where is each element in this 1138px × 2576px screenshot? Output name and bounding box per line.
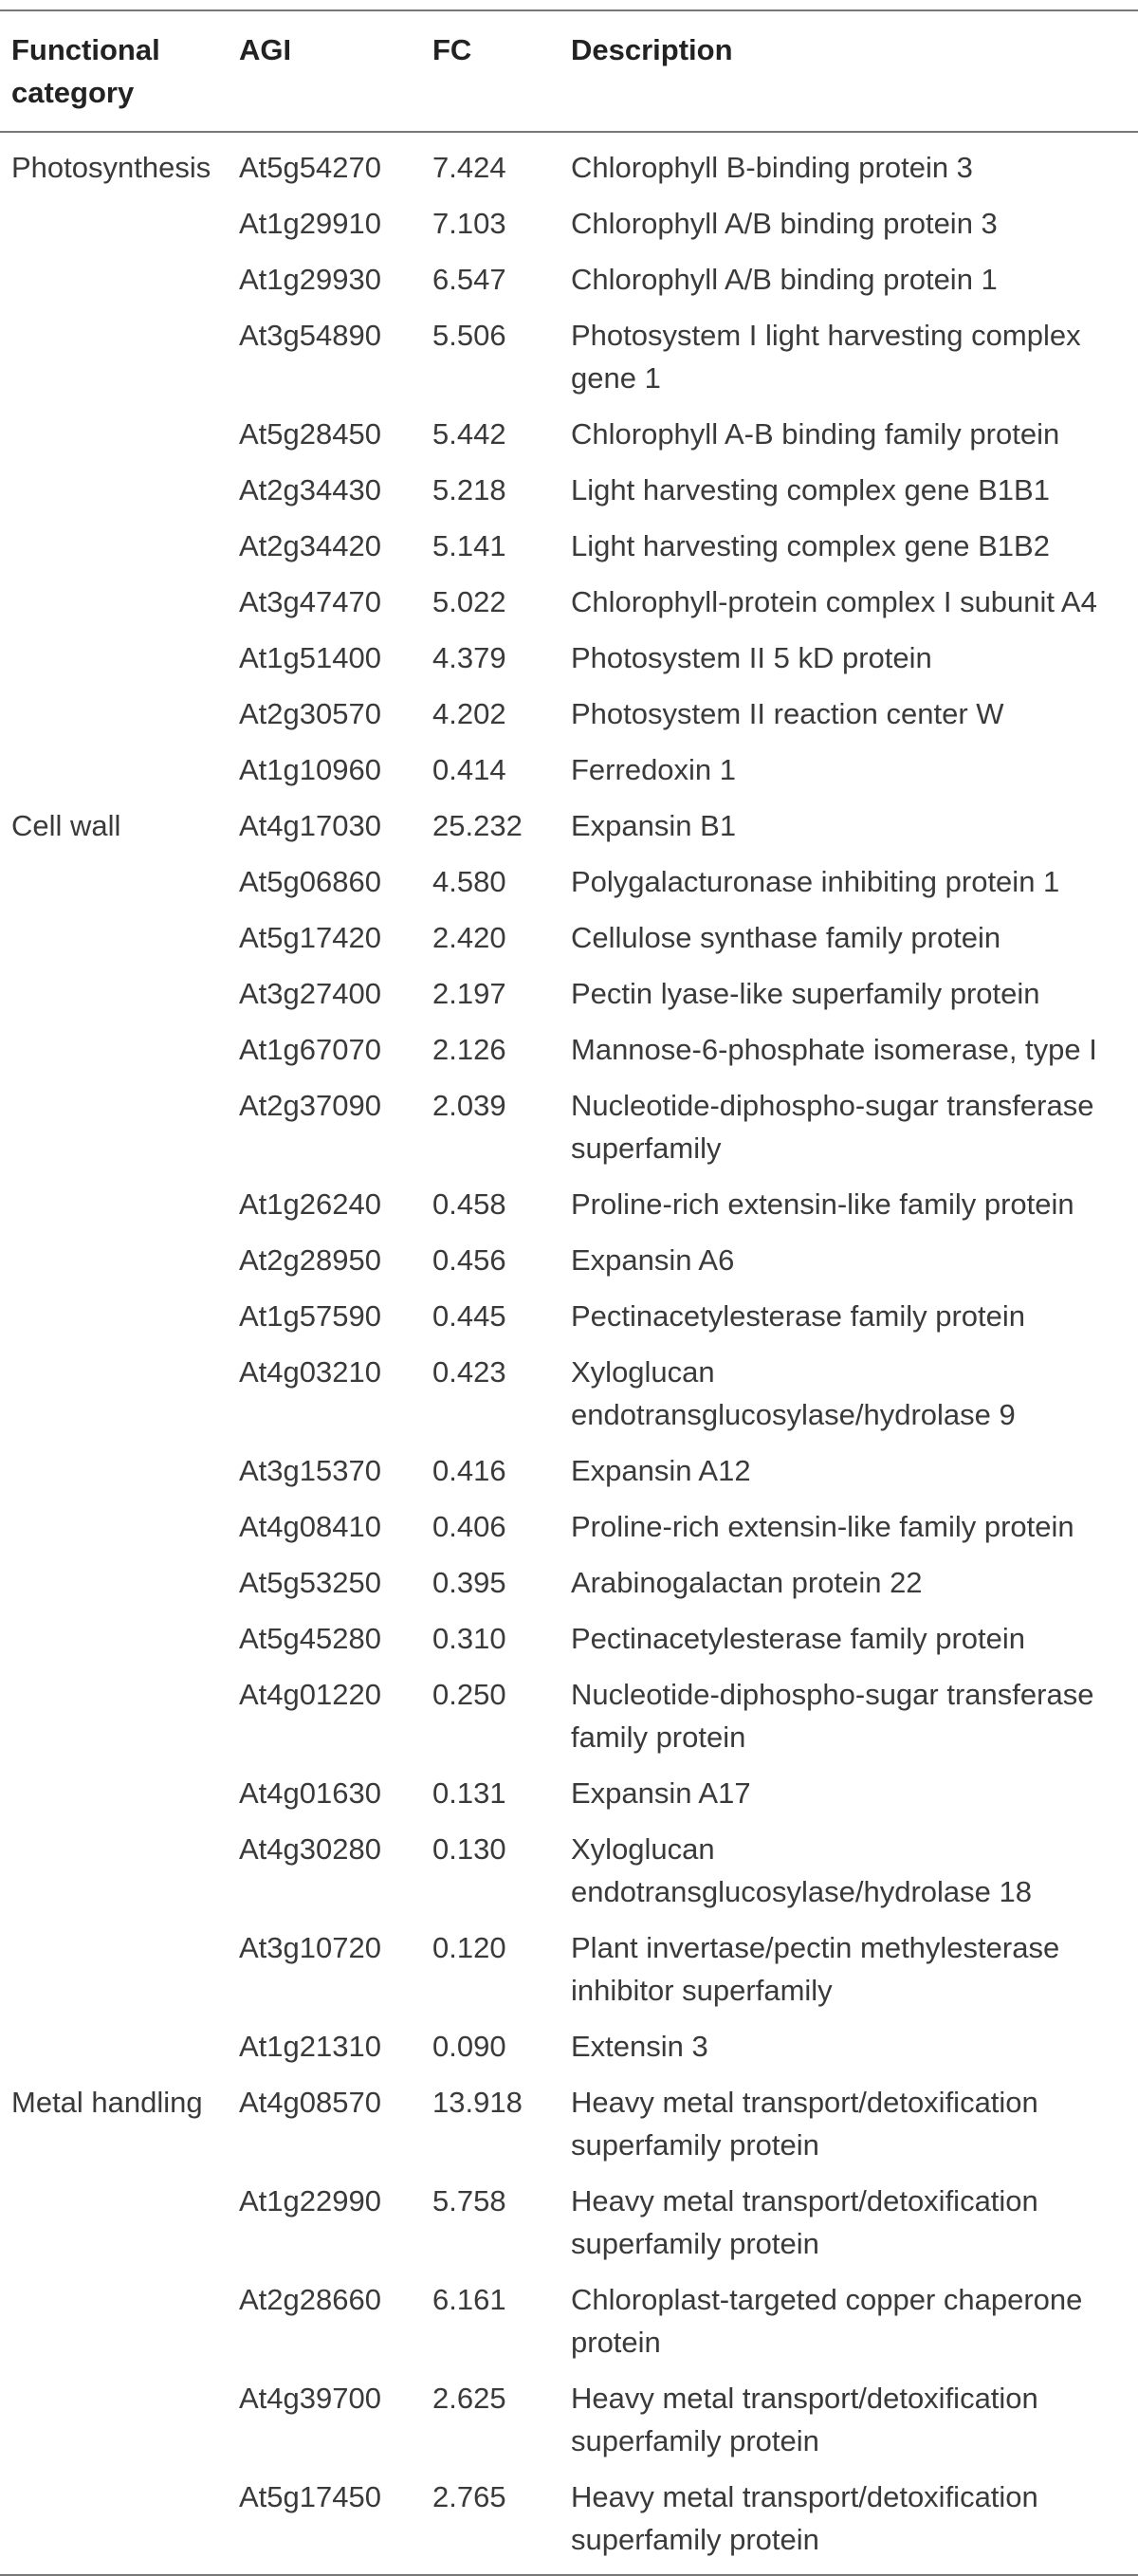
agi-cell: At5g06860 <box>239 865 381 898</box>
table-row <box>0 1823 1138 1922</box>
category-cell <box>0 2273 228 2372</box>
category-cell <box>0 1444 228 1500</box>
agi-cell: At5g54270 <box>239 151 381 184</box>
table-row <box>0 1668 1138 1767</box>
agi-cell: At1g22990 <box>239 2184 381 2217</box>
fc-cell: 4.379 <box>432 641 506 674</box>
agi-cell: At3g47470 <box>239 585 381 618</box>
fc-cell: 25.232 <box>432 809 523 842</box>
header-fc: FC <box>421 10 560 132</box>
category-cell <box>0 197 228 253</box>
table-row <box>0 688 1138 744</box>
description-cell: Proline-rich extensin-like family protein <box>571 1510 1074 1543</box>
category-cell <box>0 2175 228 2273</box>
description-cell: Nucleotide-diphospho-sugar transferase superfamily <box>571 1089 1094 1165</box>
agi-cell: At1g29910 <box>239 207 381 240</box>
description-cell: Nucleotide-diphospho-sugar transferase family protein <box>571 1678 1094 1754</box>
table-row <box>0 2020 1138 2076</box>
description-cell: Xyloglucan endotransglucosylase/hydrolase 18 <box>571 1832 1032 1908</box>
agi-cell: At2g34430 <box>239 473 381 506</box>
agi-cell: At5g45280 <box>239 1622 381 1655</box>
agi-cell: At2g30570 <box>239 697 381 730</box>
fc-cell: 2.039 <box>432 1089 506 1122</box>
category-cell <box>0 1023 228 1079</box>
table-row <box>0 2372 1138 2471</box>
fc-cell: 7.103 <box>432 207 506 240</box>
description-cell: Chlorophyll A/B binding protein 1 <box>571 263 998 296</box>
description-cell: Chlorophyll B-binding protein 3 <box>571 151 973 184</box>
category-cell <box>0 253 228 309</box>
agi-cell: At4g39700 <box>239 2382 381 2415</box>
agi-cell: At4g08410 <box>239 1510 381 1543</box>
description-cell: Chlorophyll A/B binding protein 3 <box>571 207 998 240</box>
table-row <box>0 1178 1138 1234</box>
table-row <box>0 408 1138 464</box>
category-cell <box>0 1079 228 1178</box>
fc-cell: 0.445 <box>432 1299 506 1333</box>
description-cell: Polygalacturonase inhibiting protein 1 <box>571 865 1060 898</box>
fc-cell: 5.218 <box>432 473 506 506</box>
fc-cell: 4.580 <box>432 865 506 898</box>
agi-cell: At3g27400 <box>239 977 381 1010</box>
category-cell <box>0 576 228 632</box>
table-row <box>0 856 1138 911</box>
fc-cell: 0.395 <box>432 1566 506 1599</box>
description-cell: Expansin A12 <box>571 1454 751 1487</box>
table-row <box>0 132 1138 197</box>
description-cell: Xyloglucan endotransglucosylase/hydrolase 9 <box>571 1355 1016 1431</box>
fc-cell: 7.424 <box>432 151 506 184</box>
description-cell: Chloroplast-targeted copper chaperone protein <box>571 2283 1083 2359</box>
agi-cell: At5g17420 <box>239 921 381 954</box>
agi-cell: At1g51400 <box>239 641 381 674</box>
fc-cell: 0.090 <box>432 2030 506 2063</box>
fc-cell: 2.126 <box>432 1033 506 1066</box>
category-cell: Metal handling <box>11 2086 203 2119</box>
category-cell <box>0 1556 228 1612</box>
fc-cell: 0.423 <box>432 1355 506 1389</box>
agi-cell: At1g29930 <box>239 263 381 296</box>
description-cell: Pectinacetylesterase family protein <box>571 1299 1026 1333</box>
agi-cell: At3g15370 <box>239 1454 381 1487</box>
category-cell <box>0 1178 228 1234</box>
agi-cell: At1g57590 <box>239 1299 381 1333</box>
fc-cell: 0.131 <box>432 1776 506 1810</box>
description-cell: Expansin B1 <box>571 809 737 842</box>
fc-cell: 2.765 <box>421 2471 560 2575</box>
header-row <box>0 10 1138 132</box>
fc-cell: 5.758 <box>432 2184 506 2217</box>
fc-cell: 2.197 <box>432 977 506 1010</box>
fc-cell: 0.310 <box>432 1622 506 1655</box>
agi-cell: At1g21310 <box>239 2030 381 2063</box>
fc-cell: 0.456 <box>432 1243 506 1277</box>
table-row <box>0 1023 1138 1079</box>
table-row <box>0 632 1138 688</box>
category-cell <box>0 520 228 576</box>
description-cell: Expansin A6 <box>571 1243 735 1277</box>
table-row <box>0 1290 1138 1346</box>
agi-cell: At4g01220 <box>239 1678 381 1711</box>
header-functional-category: Functional category <box>0 10 228 132</box>
description-cell: Proline-rich extensin-like family protein <box>571 1187 1074 1221</box>
table-row <box>0 967 1138 1023</box>
table-row <box>0 197 1138 253</box>
description-cell: Chlorophyll A-B binding family protein <box>571 417 1060 451</box>
table-row <box>0 1500 1138 1556</box>
fc-cell: 5.141 <box>432 529 506 562</box>
agi-cell: At4g03210 <box>239 1355 381 1389</box>
agi-cell: At2g28660 <box>239 2283 381 2316</box>
category-cell <box>0 688 228 744</box>
description-cell: Pectin lyase-like superfamily protein <box>571 977 1040 1010</box>
category-cell <box>0 1346 228 1444</box>
gene-table <box>0 9 1138 2576</box>
category-cell <box>0 1234 228 1290</box>
table-row <box>0 1556 1138 1612</box>
fc-cell: 6.161 <box>432 2283 506 2316</box>
agi-cell: At5g28450 <box>239 417 381 451</box>
description-cell: Mannose-6-phosphate isomerase, type I <box>571 1033 1097 1066</box>
fc-cell: 0.250 <box>432 1678 506 1711</box>
fc-cell: 0.416 <box>432 1454 506 1487</box>
category-cell <box>0 1500 228 1556</box>
description-cell: Light harvesting complex gene B1B2 <box>571 529 1050 562</box>
table-row <box>0 800 1138 856</box>
fc-cell: 5.022 <box>432 585 506 618</box>
fc-cell: 0.406 <box>432 1510 506 1543</box>
description-cell: Extensin 3 <box>571 2030 708 2063</box>
table-row <box>0 1079 1138 1178</box>
agi-cell: At4g08570 <box>239 2086 381 2119</box>
table-row <box>0 2273 1138 2372</box>
category-cell <box>0 408 228 464</box>
header-description: Description <box>560 10 1138 132</box>
table-row <box>0 1444 1138 1500</box>
agi-cell: At2g28950 <box>239 1243 381 1277</box>
fc-cell: 0.120 <box>432 1931 506 1964</box>
category-cell <box>0 1290 228 1346</box>
description-cell: Plant invertase/pectin methylesterase inhibitor superfamily <box>571 1931 1060 2007</box>
table-body <box>0 132 1138 2575</box>
category-cell <box>0 1668 228 1767</box>
agi-cell: At4g01630 <box>239 1776 381 1810</box>
description-cell: Heavy metal transport/detoxification superfamily protein <box>571 2382 1038 2457</box>
table-row <box>0 1922 1138 2020</box>
category-cell: Cell wall <box>11 809 121 842</box>
category-cell <box>0 464 228 520</box>
fc-cell: 4.202 <box>432 697 506 730</box>
agi-cell: At4g17030 <box>239 809 381 842</box>
fc-cell: 6.547 <box>432 263 506 296</box>
fc-cell: 5.442 <box>432 417 506 451</box>
category-cell <box>0 1612 228 1668</box>
category-cell <box>0 1823 228 1922</box>
table-row <box>0 744 1138 800</box>
agi-cell: At3g54890 <box>239 319 381 352</box>
agi-cell: At1g67070 <box>239 1033 381 1066</box>
description-cell: Light harvesting complex gene B1B1 <box>571 473 1050 506</box>
agi-cell: At2g34420 <box>239 529 381 562</box>
table-row <box>0 520 1138 576</box>
category-cell <box>0 2372 228 2471</box>
description-cell: Heavy metal transport/detoxification superfamily protein <box>571 2086 1038 2162</box>
table-row <box>0 911 1138 967</box>
category-cell <box>0 744 228 800</box>
category-cell <box>0 2020 228 2076</box>
description-cell: Arabinogalactan protein 22 <box>571 1566 923 1599</box>
fc-cell: 13.918 <box>432 2086 523 2119</box>
agi-cell: At1g26240 <box>239 1187 381 1221</box>
category-cell <box>0 911 228 967</box>
category-cell <box>0 967 228 1023</box>
category-cell: Photosynthesis <box>11 151 211 184</box>
description-cell: Cellulose synthase family protein <box>571 921 1001 954</box>
description-cell: Chlorophyll-protein complex I subunit A4 <box>571 585 1097 618</box>
description-cell: Heavy metal transport/detoxification superfamily protein <box>571 2184 1038 2260</box>
table-row <box>0 1234 1138 1290</box>
header-agi: AGI <box>228 10 421 132</box>
table-row <box>0 576 1138 632</box>
table-row <box>0 2076 1138 2175</box>
agi-cell: At3g10720 <box>239 1931 381 1964</box>
fc-cell: 2.625 <box>432 2382 506 2415</box>
table-row <box>0 2175 1138 2273</box>
category-cell <box>0 2471 228 2575</box>
agi-cell: At4g30280 <box>239 1832 381 1866</box>
description-cell: Photosystem II 5 kD protein <box>571 641 932 674</box>
description-cell: Photosystem I light harvesting complex gene 1 <box>571 319 1081 395</box>
agi-cell: At1g10960 <box>239 753 381 786</box>
category-cell <box>0 1767 228 1823</box>
description-cell: Heavy metal transport/detoxification superfamily protein <box>560 2471 1138 2575</box>
description-cell: Ferredoxin 1 <box>571 753 737 786</box>
table-header <box>0 10 1138 132</box>
category-cell <box>0 632 228 688</box>
fc-cell: 0.458 <box>432 1187 506 1221</box>
table-row <box>0 1612 1138 1668</box>
fc-cell: 0.130 <box>432 1832 506 1866</box>
agi-cell: At2g37090 <box>239 1089 381 1122</box>
category-cell <box>0 309 228 408</box>
fc-cell: 0.414 <box>432 753 506 786</box>
description-cell: Photosystem II reaction center W <box>571 697 1004 730</box>
table-row <box>0 464 1138 520</box>
category-cell <box>0 856 228 911</box>
table-row <box>0 1767 1138 1823</box>
description-cell: Expansin A17 <box>571 1776 751 1810</box>
agi-cell: At5g53250 <box>239 1566 381 1599</box>
table-row <box>0 1346 1138 1444</box>
table-row <box>0 2471 1138 2575</box>
table-row <box>0 253 1138 309</box>
fc-cell: 2.420 <box>432 921 506 954</box>
description-cell: Pectinacetylesterase family protein <box>571 1622 1026 1655</box>
category-cell <box>0 1922 228 2020</box>
agi-cell: At5g17450 <box>228 2471 421 2575</box>
table-row <box>0 309 1138 408</box>
fc-cell: 5.506 <box>432 319 506 352</box>
